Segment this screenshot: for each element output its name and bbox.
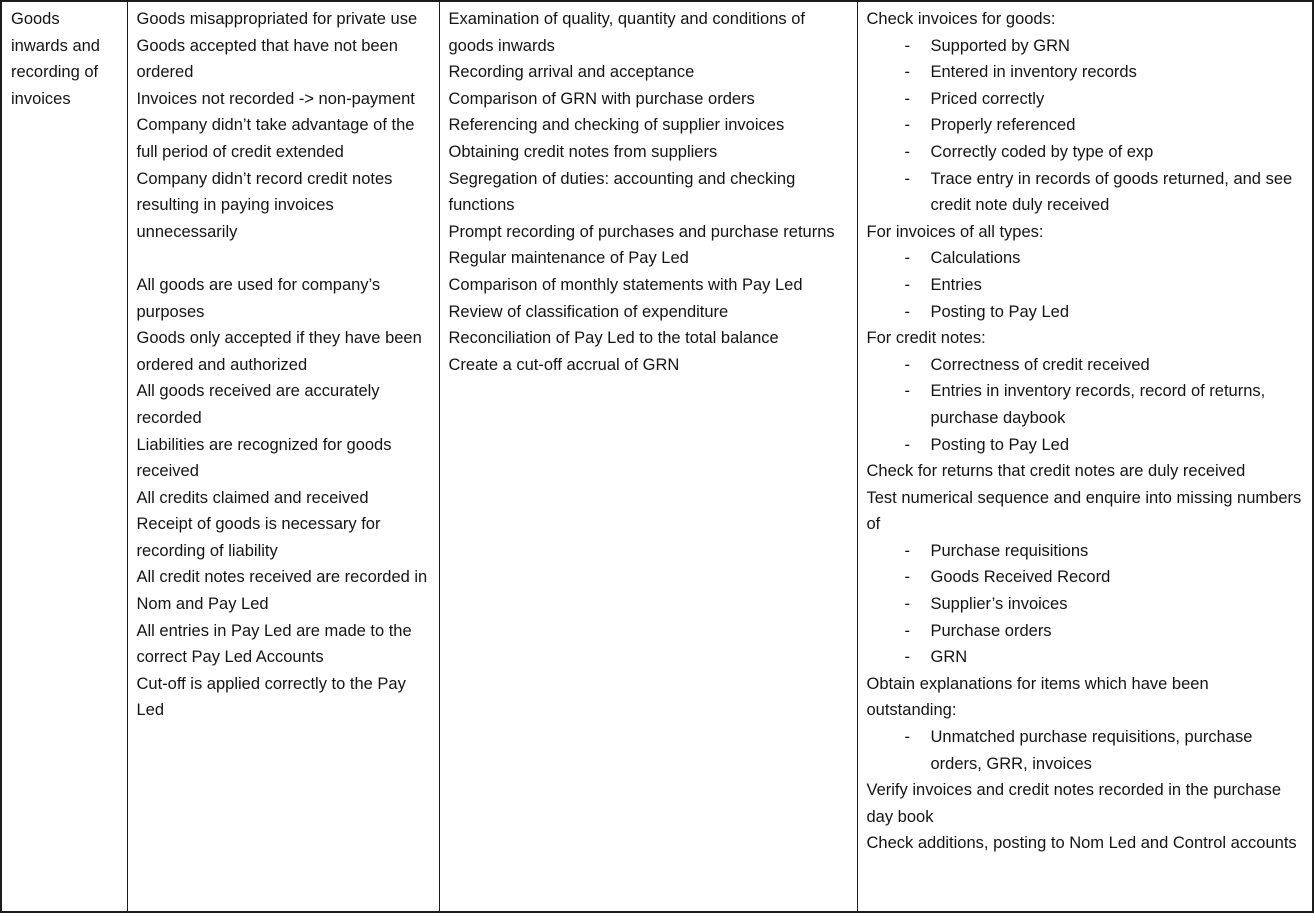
- paragraph: Check for returns that credit notes are duly received: [866, 462, 1246, 481]
- bullet-text: Entries in inventory records, record of returns, purchase daybook: [930, 382, 1266, 427]
- paragraph: Receipt of goods is necessary for recording of liability: [136, 515, 381, 560]
- audit-tests-list: [867, 6, 1304, 857]
- bullet-item: [867, 618, 1304, 645]
- bullet-marker: -: [904, 648, 910, 667]
- paragraph: Regular maintenance of Pay Led: [448, 249, 689, 268]
- bullet-marker: -: [904, 595, 910, 614]
- bullet-marker: -: [904, 116, 910, 135]
- bullet-item: [867, 432, 1304, 459]
- bullet-item: [867, 139, 1304, 166]
- bullet-marker: -: [904, 435, 910, 454]
- paragraph: Invoices not recorded -> non-payment: [136, 89, 415, 108]
- bullet-marker: -: [904, 621, 910, 640]
- bullet-marker: -: [904, 355, 910, 374]
- bullet-item: [867, 112, 1304, 139]
- bullet-item: [867, 59, 1304, 86]
- paragraph: Review of classification of expenditure: [448, 302, 729, 321]
- paragraph: Obtaining credit notes from suppliers: [448, 142, 718, 161]
- bullet-item: [867, 352, 1304, 379]
- bullet-text: Purchase requisitions: [930, 541, 1089, 560]
- bullet-item: [867, 272, 1304, 299]
- bullet-item: [867, 724, 1304, 777]
- bullet-text: Purchase orders: [930, 621, 1052, 640]
- paragraph: All goods received are accurately recorded: [136, 382, 380, 427]
- paragraph: Create a cut-off accrual of GRN: [448, 355, 680, 374]
- paragraph: For invoices of all types:: [866, 222, 1044, 241]
- bullet-item: [867, 538, 1304, 565]
- bullet-marker: -: [904, 169, 910, 188]
- bullet-text: Entries: [930, 275, 982, 294]
- paragraph: Prompt recording of purchases and purchase returns: [448, 222, 835, 241]
- bullet-marker: -: [904, 541, 910, 560]
- process-area-label: Goods inwards and recording of invoices: [11, 10, 100, 108]
- risks-objectives-list: [137, 6, 430, 724]
- bullet-marker: -: [904, 89, 910, 108]
- paragraph: Goods misappropriated for private use: [136, 10, 418, 28]
- bullet-marker: -: [904, 568, 910, 587]
- cell-audit-tests: [857, 1, 1313, 912]
- bullet-item: [867, 644, 1304, 671]
- bullet-marker: -: [904, 63, 910, 82]
- bullet-text: Trace entry in records of goods returned, and see credit note duly received: [930, 169, 1293, 215]
- bullet-text: Correctness of credit received: [930, 355, 1150, 374]
- paragraph: All goods are used for company’s purposes: [136, 275, 381, 321]
- bullet-text: Posting to Pay Led: [930, 435, 1070, 454]
- bullet-text: Calculations: [930, 249, 1021, 268]
- bullet-text: Unmatched purchase requisitions, purchase orders, GRR, invoices: [930, 728, 1253, 773]
- paragraph: For credit notes:: [866, 329, 986, 348]
- bullet-text: Priced correctly: [930, 89, 1045, 108]
- bullet-marker: -: [904, 142, 910, 161]
- bullet-marker: -: [904, 249, 910, 268]
- paragraph: Comparison of monthly statements with Pay Led: [448, 275, 803, 294]
- bullet-marker: -: [904, 728, 910, 747]
- paragraph: Verify invoices and credit notes recorded in the purchase day book: [866, 781, 1282, 826]
- bullet-text: Goods Received Record: [930, 568, 1111, 587]
- bullet-item: [867, 378, 1304, 431]
- bullet-item: [867, 564, 1304, 591]
- bullet-item: [867, 299, 1304, 326]
- bullet-item: [867, 591, 1304, 618]
- bullet-item: [867, 33, 1304, 60]
- paragraph: Goods only accepted if they have been ordered and authorized: [136, 329, 422, 374]
- bullet-marker: -: [904, 302, 910, 321]
- bullet-text: Posting to Pay Led: [930, 302, 1070, 321]
- paragraph: Reconciliation of Pay Led to the total balance: [448, 329, 779, 348]
- bullet-marker: -: [904, 275, 910, 294]
- blank-line: [137, 245, 430, 272]
- table-row: [1, 1, 1313, 912]
- paragraph: Check invoices for goods:: [866, 10, 1056, 28]
- paragraph: Segregation of duties: accounting and checking functions: [448, 169, 796, 215]
- bullet-text: Entered in inventory records: [930, 63, 1137, 82]
- paragraph: Referencing and checking of supplier invoices: [448, 116, 785, 135]
- paragraph: Liabilities are recognized for goods received: [136, 435, 392, 481]
- paragraph: Company didn’t record credit notes resulting in paying invoices unnecessarily: [136, 169, 393, 241]
- paragraph: Comparison of GRN with purchase orders: [448, 89, 755, 108]
- paragraph: Recording arrival and acceptance: [448, 63, 695, 82]
- paragraph: Examination of quality, quantity and conditions of goods inwards: [448, 10, 805, 55]
- paragraph: All entries in Pay Led are made to the correct Pay Led Accounts: [136, 621, 412, 667]
- controls-list: [449, 6, 848, 378]
- bullet-marker: -: [904, 36, 910, 55]
- bullet-marker: -: [904, 382, 910, 401]
- bullet-item: [867, 86, 1304, 113]
- paragraph: Check additions, posting to Nom Led and Control accounts: [866, 834, 1297, 853]
- bullet-item: [867, 166, 1304, 219]
- cell-risks-objectives: [127, 1, 439, 912]
- paragraph: Company didn’t take advantage of the full period of credit extended: [136, 116, 415, 161]
- paragraph: Goods accepted that have not been ordered: [136, 36, 398, 82]
- paragraph: Obtain explanations for items which have been outstanding:: [866, 674, 1209, 720]
- cell-controls: [439, 1, 857, 912]
- bullet-text: GRN: [930, 648, 968, 667]
- bullet-text: Supplier’s invoices: [930, 595, 1068, 614]
- bullet-text: Properly referenced: [930, 116, 1076, 135]
- paragraph: Cut-off is applied correctly to the Pay Led: [136, 674, 406, 720]
- cell-process-area: [1, 1, 127, 912]
- paragraph: Test numerical sequence and enquire into missing numbers of: [866, 488, 1302, 534]
- bullet-item: [867, 245, 1304, 272]
- bullet-text: Correctly coded by type of exp: [930, 142, 1154, 161]
- bullet-text: Supported by GRN: [930, 36, 1070, 55]
- paragraph: All credit notes received are recorded in Nom and Pay Led: [136, 568, 428, 614]
- paragraph: All credits claimed and received: [136, 488, 369, 507]
